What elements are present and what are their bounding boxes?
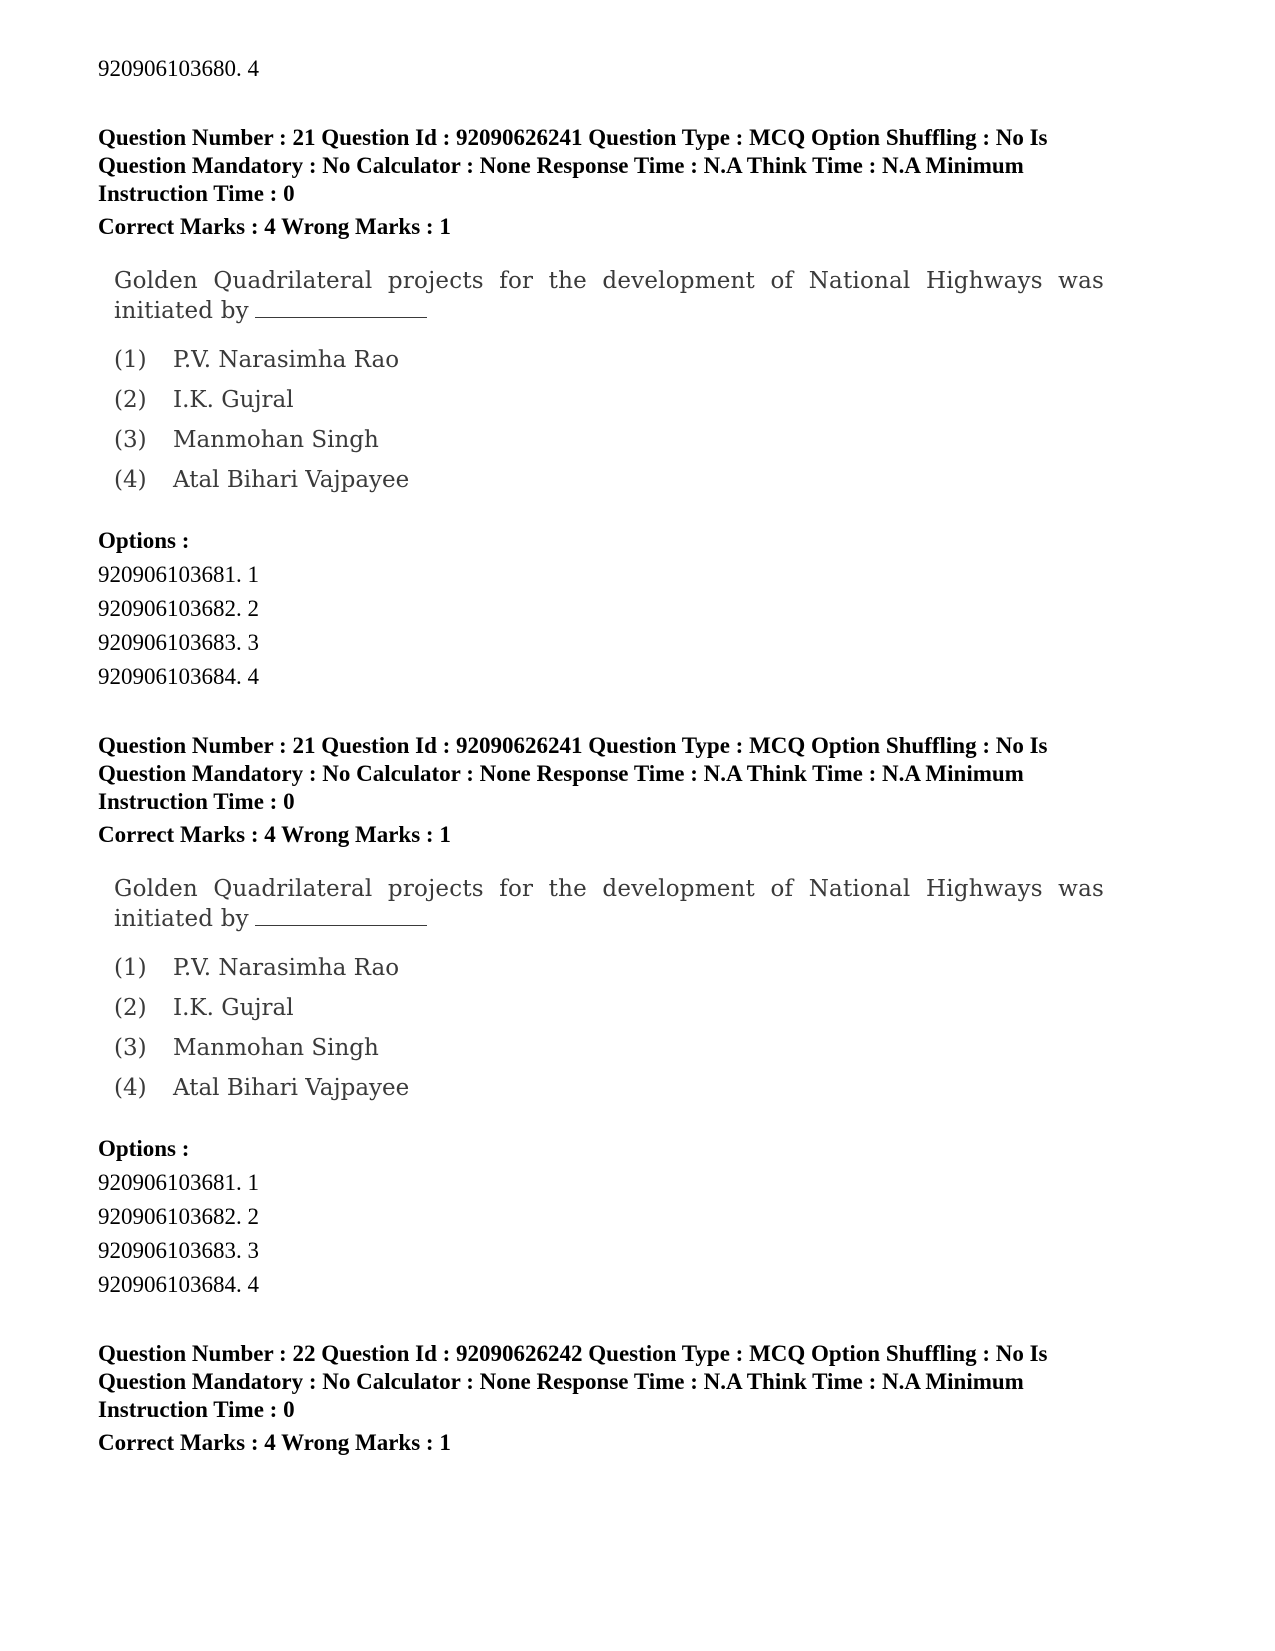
question-image (114, 874, 1104, 1108)
option-line: 920906103681. 1 (98, 562, 259, 587)
choice-number: (2) (114, 387, 147, 413)
choice-number: (3) (114, 1035, 147, 1061)
choice-item (114, 380, 1104, 420)
choice-list (114, 340, 1104, 500)
answer-blank (255, 297, 427, 318)
question-block (98, 124, 1138, 694)
question-marks: Correct Marks : 4 Wrong Marks : 1 (98, 822, 451, 847)
options-list (98, 1166, 1138, 1302)
question-header-line: Question Number : 21 Question Id : 92090626241 Question Type : MCQ Option Shuffling : No Is (98, 125, 1048, 150)
choice-text: Manmohan Singh (173, 427, 379, 453)
choice-number: (4) (114, 1075, 147, 1101)
choice-text: Manmohan Singh (173, 1035, 379, 1061)
question-block (98, 732, 1138, 1302)
choice-number: (3) (114, 427, 147, 453)
choice-text: I.K. Gujral (173, 387, 294, 413)
choice-item (114, 988, 1104, 1028)
option-line: 920906103681. 1 (98, 1170, 259, 1195)
option-line: 920906103684. 4 (98, 664, 259, 689)
question-header-line: Question Number : 21 Question Id : 92090626241 Question Type : MCQ Option Shuffling : No Is (98, 733, 1048, 758)
choice-text: I.K. Gujral (173, 995, 294, 1021)
choice-item (114, 420, 1104, 460)
document-page (98, 52, 1138, 1460)
question-header-line: Question Number : 22 Question Id : 92090626242 Question Type : MCQ Option Shuffling : No Is (98, 1341, 1048, 1366)
choice-text: P.V. Narasimha Rao (173, 347, 400, 373)
choice-number: (1) (114, 955, 147, 981)
option-line: 920906103684. 4 (98, 1272, 259, 1297)
question-text (114, 874, 1104, 934)
option-line: 920906103683. 3 (98, 630, 259, 655)
question-header-line: Question Mandatory : No Calculator : None Response Time : N.A Think Time : N.A Minimum (98, 153, 1024, 178)
question-text-line: initiated by (114, 298, 249, 324)
question-text (114, 266, 1104, 326)
answer-blank (255, 905, 427, 926)
choice-list (114, 948, 1104, 1108)
option-line: 920906103682. 2 (98, 1204, 259, 1229)
choice-item (114, 460, 1104, 500)
question-marks: Correct Marks : 4 Wrong Marks : 1 (98, 1430, 451, 1455)
question-header (98, 124, 1138, 208)
choice-number: (1) (114, 347, 147, 373)
question-image (114, 266, 1104, 500)
choice-number: (2) (114, 995, 147, 1021)
question-header-line: Question Mandatory : No Calculator : None Response Time : N.A Think Time : N.A Minimum (98, 761, 1024, 786)
question-text-line: Golden Quadrilateral projects for the development of National Highways was (114, 876, 1104, 902)
options-list (98, 558, 1138, 694)
option-line: 920906103680. 4 (98, 56, 259, 81)
question-text-line: Golden Quadrilateral projects for the development of National Highways was (114, 268, 1104, 294)
choice-text: Atal Bihari Vajpayee (173, 467, 410, 493)
options-label: Options : (98, 1136, 190, 1161)
question-header (98, 732, 1138, 816)
question-text-line: initiated by (114, 906, 249, 932)
choice-item (114, 1028, 1104, 1068)
options-label: Options : (98, 528, 190, 553)
question-header-line: Question Mandatory : No Calculator : None Response Time : N.A Think Time : N.A Minimum (98, 1369, 1024, 1394)
question-marks: Correct Marks : 4 Wrong Marks : 1 (98, 214, 451, 239)
question-header (98, 1340, 1138, 1424)
choice-number: (4) (114, 467, 147, 493)
choice-item (114, 340, 1104, 380)
question-block (98, 1340, 1138, 1460)
question-header-line: Instruction Time : 0 (98, 789, 295, 814)
choice-text: P.V. Narasimha Rao (173, 955, 400, 981)
option-line: 920906103682. 2 (98, 596, 259, 621)
question-header-line: Instruction Time : 0 (98, 1397, 295, 1422)
choice-text: Atal Bihari Vajpayee (173, 1075, 410, 1101)
choice-item (114, 948, 1104, 988)
choice-item (114, 1068, 1104, 1108)
option-line: 920906103683. 3 (98, 1238, 259, 1263)
question-header-line: Instruction Time : 0 (98, 181, 295, 206)
